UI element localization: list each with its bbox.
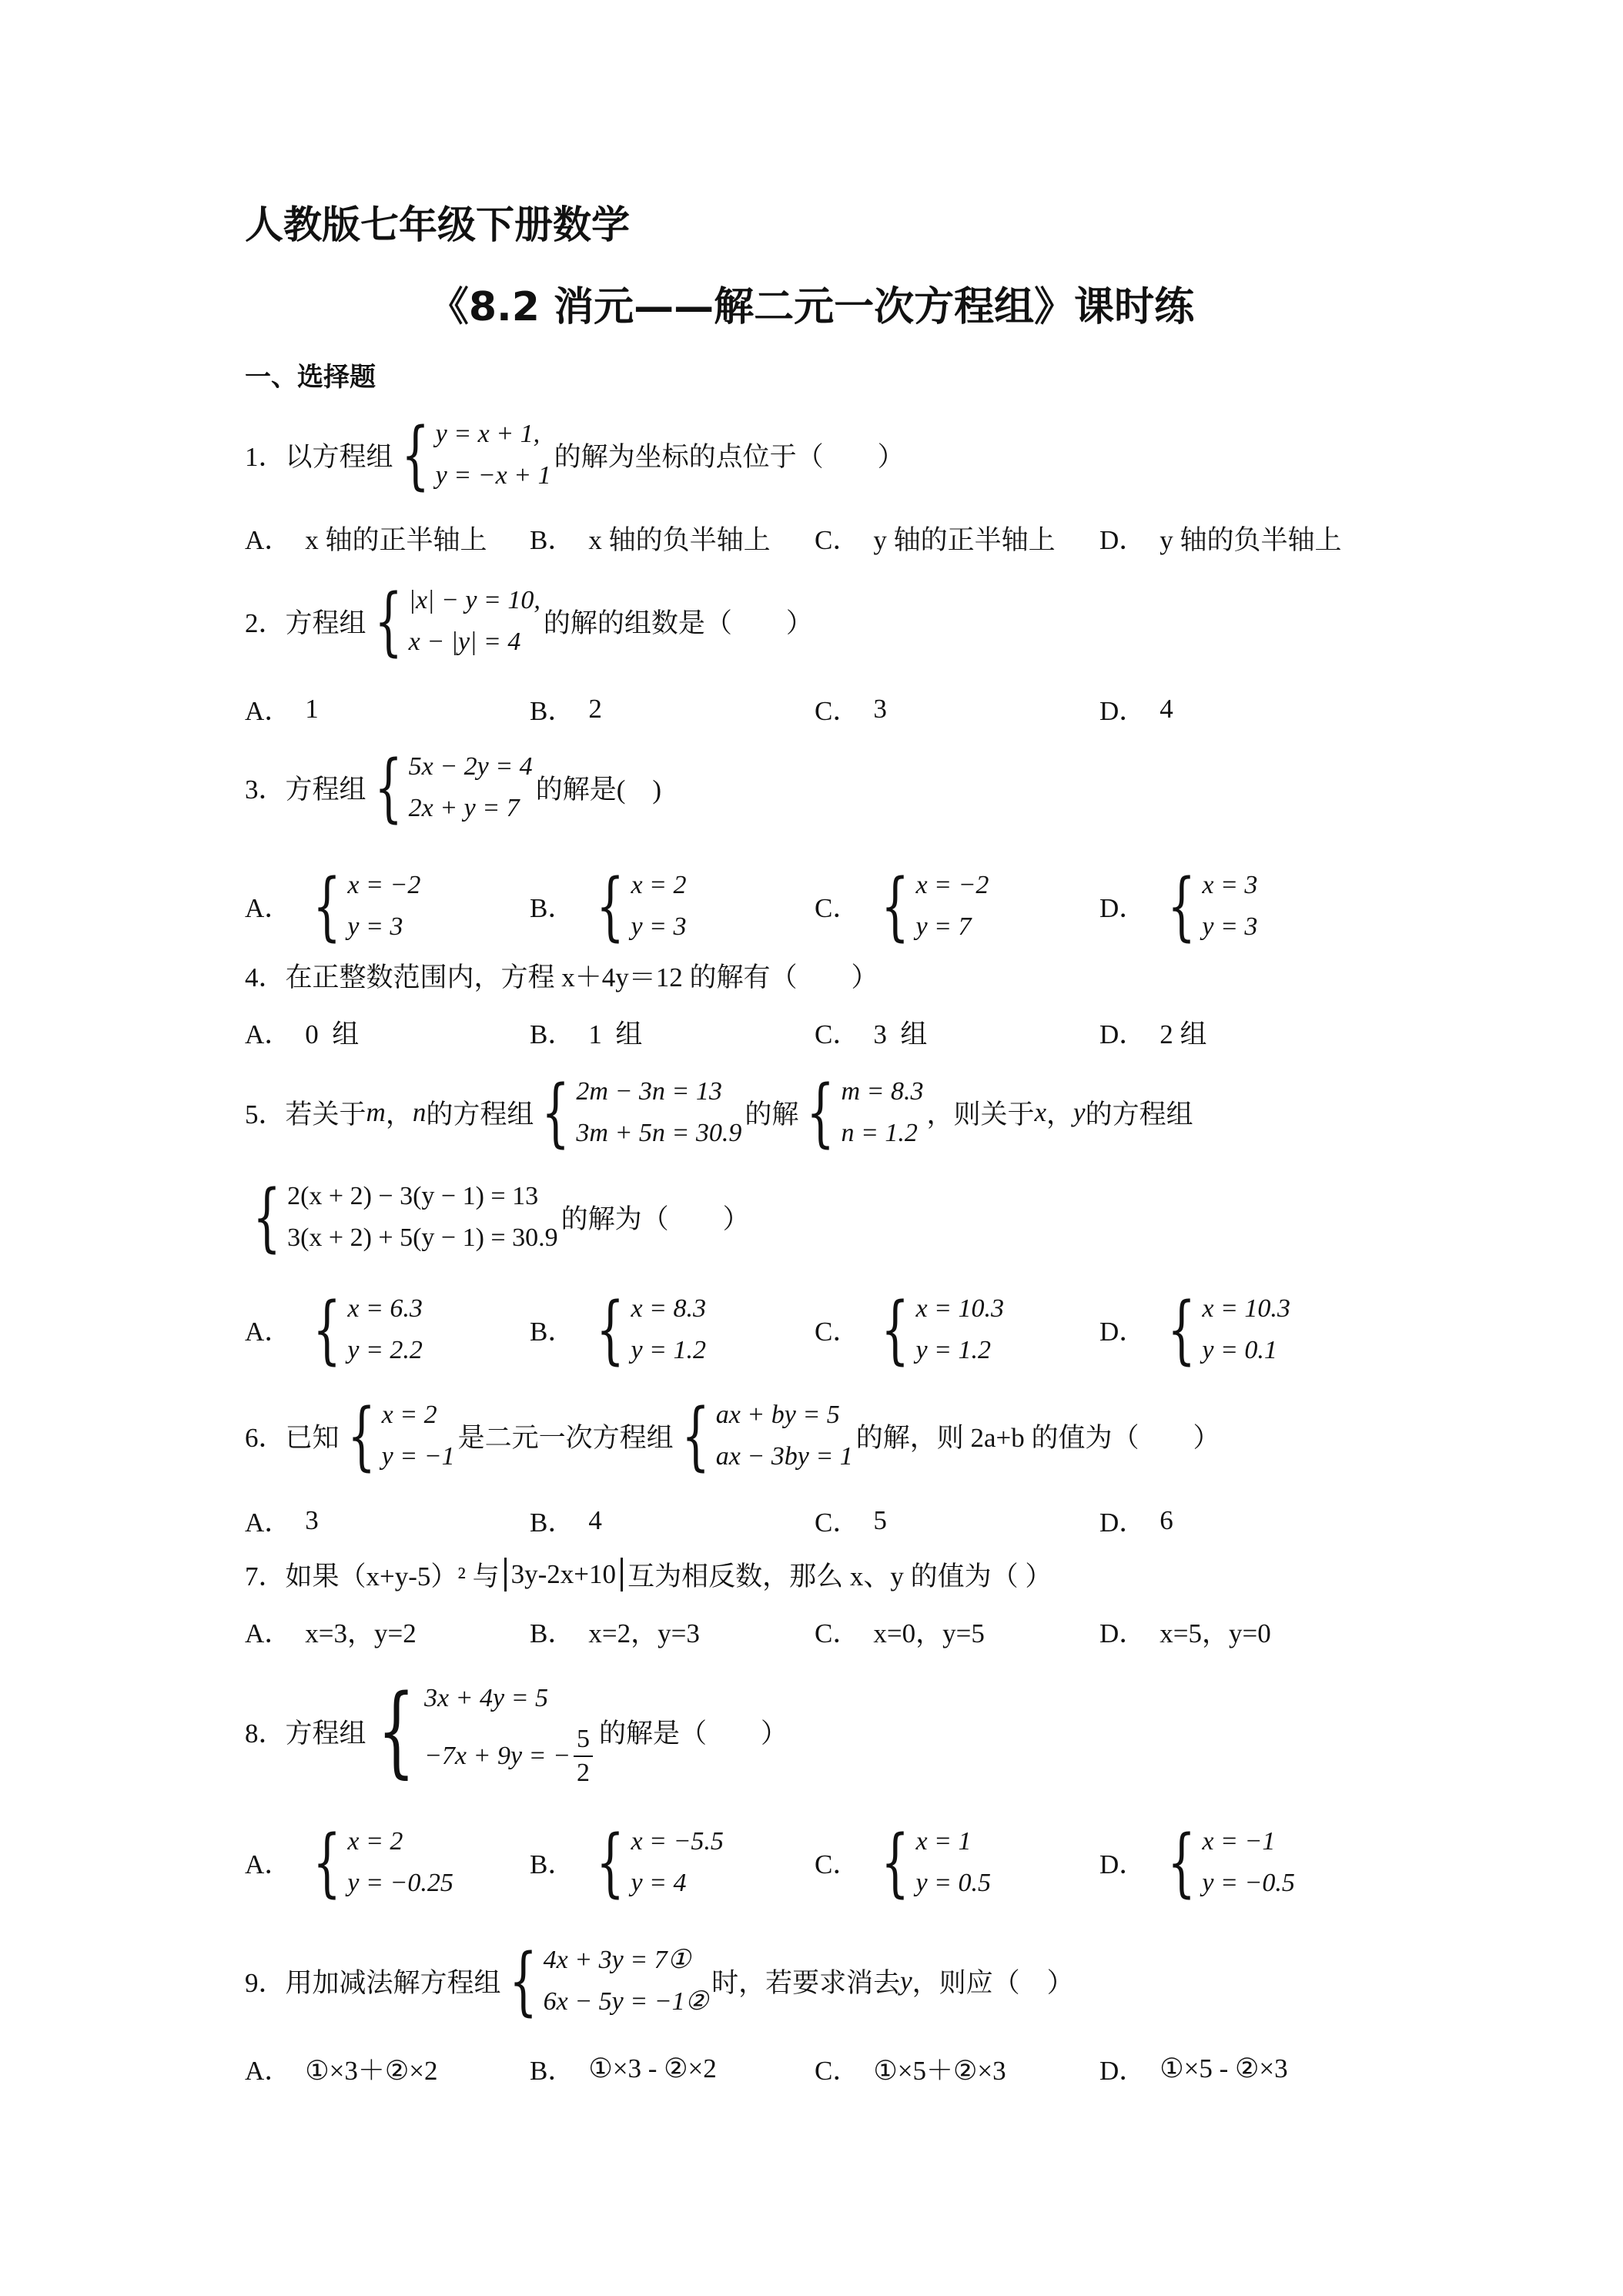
question-text: 若关于	[285, 1099, 366, 1130]
equation-line: m = 8.3	[841, 1077, 924, 1106]
equation-system: { x = 2 y = −1	[346, 1393, 455, 1479]
option-d[interactable]: D． 4	[1099, 694, 1173, 726]
option-c[interactable]: C． ①×5＋②×3	[815, 2056, 1006, 2086]
question-number: 3．	[245, 775, 286, 805]
question-text: 方程组	[285, 608, 366, 638]
question-text: 的方程组	[426, 1099, 534, 1130]
question-text: 方程组	[285, 775, 366, 805]
option-b[interactable]: B． { x = −5.5 y = 4	[530, 1819, 724, 1906]
question-number: 6．	[245, 1423, 286, 1453]
option-b[interactable]: B． 2	[530, 694, 602, 726]
option-c[interactable]: C． 5	[815, 1505, 887, 1538]
variable: n	[412, 1097, 427, 1127]
option-a[interactable]: A． { x = 6.3 y = 2.2	[245, 1287, 423, 1373]
absolute-bar-left	[504, 1558, 507, 1591]
variable: y	[900, 1966, 912, 1996]
options-7	[245, 1605, 1446, 1658]
option-c[interactable]: C． { x = 10.3 y = 1.2	[815, 1287, 1004, 1373]
equation-line: 2m − 3n = 13	[576, 1077, 722, 1106]
options-9	[245, 2042, 1446, 2096]
option-a[interactable]: A． x=3，y=2	[245, 1618, 417, 1648]
page-title: 人教版七年级下册数学	[245, 202, 630, 247]
question-text: 是二元一次方程组	[457, 1423, 674, 1453]
equation-line: 2(x + 2) − 3(y − 1) = 13	[287, 1182, 539, 1210]
question-number: 5．	[245, 1099, 286, 1130]
equation-line: 4x + 3y = 7①	[543, 1946, 691, 1974]
option-b[interactable]: B． 1 组	[530, 1019, 643, 1049]
equation-line: y = −x + 1	[435, 461, 551, 490]
option-d[interactable]: D． ①×5 - ②×3	[1099, 2053, 1288, 2086]
options-5	[245, 1287, 1446, 1372]
question-number: 8．	[245, 1719, 286, 1749]
variable: m	[366, 1097, 386, 1127]
equation-line: 5x − 2y = 4	[408, 752, 533, 781]
question-text: 互为相反数，那么 x、y 的值为（ ）	[627, 1561, 1052, 1591]
option-c[interactable]: C． x=0，y=5	[815, 1618, 985, 1648]
options-1	[245, 511, 1446, 565]
question-text: 的解是( )	[535, 775, 661, 805]
question-5	[245, 1070, 1193, 1155]
question-text: 的解的组数是（ ）	[543, 608, 813, 638]
equation-line: x − |y| = 4	[408, 628, 521, 656]
options-6	[245, 1494, 1446, 1548]
option-a[interactable]: A． { x = 2 y = −0.25	[245, 1819, 453, 1906]
question-8	[245, 1666, 788, 1797]
question-number: 7．	[245, 1561, 286, 1591]
question-text: ，	[1046, 1099, 1074, 1130]
option-b[interactable]: B． { x = 2 y = 3	[530, 863, 687, 949]
option-b[interactable]: B． x=2，y=3	[530, 1618, 700, 1648]
option-c[interactable]: C． 3 组	[815, 1019, 928, 1049]
question-1	[245, 413, 905, 497]
option-a[interactable]: A． x 轴的正半轴上	[245, 525, 487, 555]
option-b[interactable]: B． x 轴的负半轴上	[530, 525, 771, 555]
option-c[interactable]: C． y 轴的正半轴上	[815, 525, 1056, 555]
option-b[interactable]: B． { x = 8.3 y = 1.2	[530, 1287, 706, 1373]
equation-line: 2x + y = 7	[408, 794, 520, 822]
section-heading: 一、选择题	[245, 362, 376, 393]
question-text: 的解	[745, 1099, 799, 1130]
option-d[interactable]: D． 6	[1099, 1505, 1173, 1538]
equation-line: y = −1	[381, 1442, 455, 1471]
question-text: 以方程组	[285, 442, 393, 472]
question-text: 时，若要求消去	[711, 1968, 901, 1998]
question-text: 用加减法解方程组	[285, 1968, 501, 1998]
option-d[interactable]: D． y 轴的负半轴上	[1099, 525, 1342, 555]
options-3	[245, 864, 1446, 949]
question-2	[245, 579, 813, 664]
equation-system: { 2(x + 2) − 3(y − 1) = 13 3(x + 2) + 5(y − 1) = 30.9	[253, 1174, 558, 1260]
question-text: 的解为坐标的点位于（ ）	[554, 442, 905, 472]
question-number: 2．	[245, 608, 286, 638]
option-b[interactable]: B． 4	[530, 1505, 602, 1538]
equation-system: { 3x + 4y = 5 −7x + 9y = − $\frac{5}{2}$	[370, 1674, 596, 1789]
option-c[interactable]: C． 3	[815, 694, 887, 726]
question-text: ，	[385, 1099, 413, 1130]
equation-system: { 2m − 3n = 13 3m + 5n = 30.9	[541, 1069, 742, 1156]
question-4	[245, 949, 878, 1002]
question-5-continued	[245, 1175, 750, 1260]
question-number: 9．	[245, 1968, 286, 1998]
question-text: 如果（x+y-5）² 与	[285, 1561, 500, 1591]
equation-line: 3x + 4y = 5	[423, 1684, 549, 1712]
question-3	[245, 745, 661, 830]
equation-line: 3m + 5n = 30.9	[576, 1119, 742, 1147]
equation-line: |x| − y = 10,	[408, 586, 540, 614]
equation-line: ax − 3by = 1	[715, 1442, 853, 1471]
options-4	[245, 1006, 1446, 1059]
equation-line: n = 1.2	[841, 1119, 918, 1147]
option-a[interactable]: A． 3	[245, 1505, 319, 1538]
equation-line: 3(x + 2) + 5(y − 1) = 30.9	[287, 1223, 558, 1252]
variable: x	[1034, 1097, 1047, 1127]
absolute-bar-right	[621, 1558, 623, 1591]
equation-line: y = x + 1,	[435, 420, 540, 448]
question-text: ，则应（ ）	[912, 1968, 1074, 1998]
option-a[interactable]: A． 1	[245, 694, 319, 726]
equation-line: x = 2	[381, 1401, 437, 1429]
equation-system: { ax + by = 5 ax − 3by = 1	[681, 1393, 853, 1479]
question-text: 方程组	[285, 1719, 366, 1749]
page-subtitle: 《8.2 消元——解二元一次方程组》课时练	[428, 284, 1195, 330]
question-6	[245, 1394, 1220, 1478]
equation-system: { |x| − y = 10, x − |y| = 4	[373, 578, 540, 664]
question-7	[245, 1548, 1052, 1602]
option-d[interactable]: D． 2 组	[1099, 1019, 1207, 1049]
options-2	[245, 682, 1446, 736]
question-text: 的解，则 2a+b 的值为（ ）	[855, 1423, 1220, 1453]
variable: y	[1073, 1097, 1086, 1127]
option-b[interactable]: B． ①×3 - ②×2	[530, 2053, 717, 2086]
fraction: $\frac{5}{2}$	[574, 1723, 593, 1789]
question-text: ，则关于	[926, 1099, 1035, 1130]
question-text: 3y-2x+10	[510, 1559, 617, 1589]
option-d[interactable]: D． { x = 10.3 y = 0.1	[1099, 1287, 1290, 1373]
question-text: 的解是（ ）	[598, 1719, 788, 1749]
option-a[interactable]: A． 0 组	[245, 1019, 360, 1049]
equation-system: { y = x + 1, y = −x + 1	[400, 412, 551, 498]
question-9	[245, 1939, 1074, 2023]
option-c[interactable]: C． { x = 1 y = 0.5	[815, 1819, 991, 1906]
option-a[interactable]: A． { x = −2 y = 3	[245, 863, 421, 949]
question-number: 1．	[245, 442, 286, 472]
question-text: 在正整数范围内，方程 x＋4y＝12 的解有（ ）	[285, 962, 878, 992]
option-c[interactable]: C． { x = −2 y = 7	[815, 863, 989, 949]
equation-system: { m = 8.3 n = 1.2	[806, 1069, 924, 1156]
option-d[interactable]: D． { x = 3 y = 3	[1099, 863, 1258, 949]
equation-line: 6x − 5y = −1②	[543, 1987, 709, 2016]
question-text: 的解为（ ）	[561, 1204, 750, 1234]
option-d[interactable]: D． { x = −1 y = −0.5	[1099, 1819, 1295, 1906]
question-text: 的方程组	[1085, 1099, 1193, 1130]
option-d[interactable]: D． x=5，y=0	[1099, 1618, 1271, 1648]
option-a[interactable]: A． ①×3＋②×2	[245, 2056, 438, 2086]
equation-line: −7x + 9y = − $\frac{5}{2}$	[424, 1723, 596, 1789]
options-8	[245, 1820, 1446, 1905]
equation-system: { 4x + 3y = 7① 6x − 5y = −1②	[508, 1938, 709, 2024]
equation-system: { 5x − 2y = 4 2x + y = 7	[373, 745, 533, 831]
equation-line: ax + by = 5	[715, 1401, 840, 1429]
question-text: 已知	[285, 1423, 340, 1453]
question-number: 4．	[245, 962, 286, 992]
